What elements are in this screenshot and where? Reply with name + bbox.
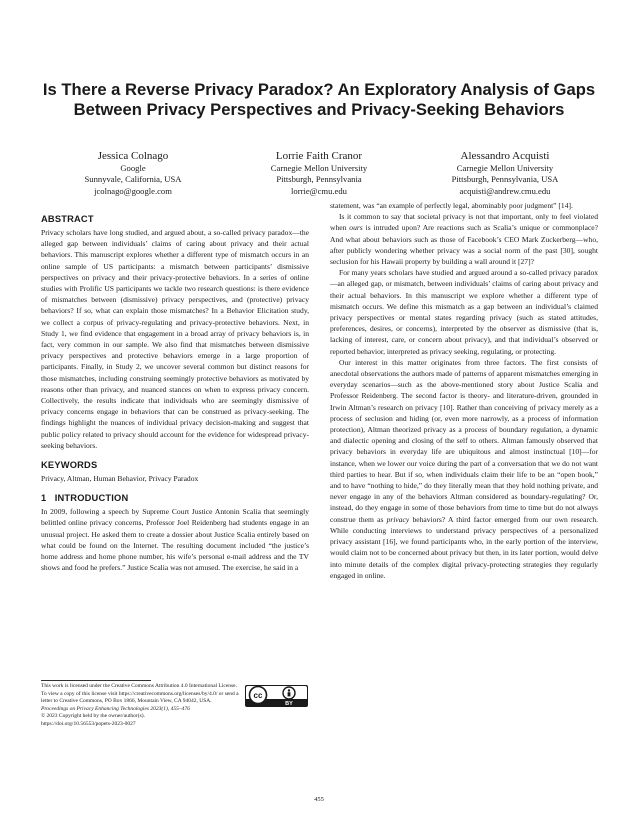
cc-label: cc	[253, 691, 263, 700]
paragraph: Our interest in this matter originates from three factors. The first consists of anecdotal observations the authors made of patterns of apparent mismatches emerging in everyday scenarios—such as the above-mentioned story about Justice Scalia and Professor Reidenberg. The second factor is theory- and literature-driven, grounded in Irwin Altman’s research on privacy [10]. Rather than conceiving of privacy merely as a process of seclusion and hiding (or, even more narrowly, as a process of information protection), Altman theorized privacy as a process of boundary regulation, a dynamic and dialectic opening and closing of the self to others. Altman famously observed that privacy behaviors in everyday life are ubiquitous and almost instinctual [10]—for instance, when we lower our voice during the part of a conversation that we do not want third parties to hear. But if so, when individuals claim their life to be an “open book,” and to have “nothing to hide,” do they literally mean that they hold nothing private, and never engage in any of the behaviors Altman considered as boundary-regulating? Or, instead, do they engage in some of those behaviors from time to time but do not always construe them as privacy behaviors? A third factor emerged from our own research. While conducting interviews to understand privacy perspectives of a personalized privacy assistant [16], we found participants who, in the early portion of the interview, would claim not to be concerned about privacy but then, in its later portion, would delve into minute details of the complex digital privacy-protecting strategies they regularly engaged in online.	[330, 357, 598, 580]
right-column	[330, 200, 598, 581]
author-email: acquisti@andrew.cmu.edu	[459, 185, 551, 196]
author-2	[226, 150, 412, 197]
author-email: jcolnago@google.com	[94, 185, 172, 196]
author-location: Pittsburgh, Pennsylvania, USA	[451, 174, 559, 185]
paragraph: Is it common to say that societal privacy is not that important, only to feel violated when ours is intruded upon? Are reactions such as Scalia’s unique or commonplace? And what about behaviors such as those of Facebook’s CEO Mark Zuckerberg—who, after publicly wondering whether privacy was a social norm of the past [30], sought seclusion for his Hawaii property by building a wall around it [27]?	[330, 212, 598, 267]
keywords-text: Privacy, Altman, Human Behavior, Privacy Paradox	[41, 474, 199, 484]
footnote-rule	[41, 680, 151, 681]
copyright-line: © 2023 Copyright held by the owner/author(s).	[41, 713, 145, 720]
author-name: Alessandro Acquisti	[460, 150, 550, 162]
author-3	[412, 150, 598, 197]
author-affiliation: Carnegie Mellon University	[270, 163, 368, 173]
author-1	[40, 150, 226, 197]
author-email: lorrie@cmu.edu	[291, 185, 347, 196]
license-text: This work is licensed under the Creative Commons Attribution 4.0 International License. To view a copy of this license visit https://creativecommons.org/licenses/by/4.0/ or send a letter to Creative Commons, PO Box 1866, Mountain View, CA 94042, USA.	[41, 683, 239, 705]
by-label: BY	[285, 701, 293, 707]
left-column	[41, 213, 309, 573]
paragraph: statement, was “an example of perfectly legal, abominably poor judgment” [14].	[330, 201, 573, 210]
proceedings-line: Proceedings on Privacy Enhancing Technologies 2023(1), 455–476	[41, 705, 190, 712]
intro-paragraph: In 2009, following a speech by Supreme Court Justice Antonin Scalia that seemingly belittled online privacy concerns, Professor Joel Reidenberg had students engage in an unusual project. He asked them to create a dossier about Justice Scalia entirely based on what could be found on the Internet. The resulting document included “the justice’s home address and home phone number, his wife’s personal e-mail address and the TV shows and food he prefers.” Justice Scalia was not amused. The exercise, he said in a	[41, 507, 309, 573]
author-location: Pittsburgh, Pennsylvania	[276, 174, 362, 185]
paragraph: For many years scholars have studied and argued around a so-called privacy paradox—an alleged gap, or mismatch, between individuals’ claims of caring about privacy and their actual behaviors. In this manuscript we explore whether a different type of mismatch occurs. We define this mismatch as a gap between an individual’s claimed privacy perspectives or mental states regarding privacy (such as stated attitudes, preferences, desires, or concerns), interpreted by the observer as dismissive (that is, lacking of interest, care, or concern about privacy), and that individual’s observed or reported behavior, interpreted as privacy seeking, regulating, or protecting.	[330, 268, 598, 356]
author-name: Jessica Colnago	[97, 150, 169, 162]
paper-title: Is There a Reverse Privacy Paradox? An Exploratory Analysis of Gaps Between Privacy Perspectives and Privacy-Seeking Behaviors	[42, 80, 596, 119]
author-location: Sunnyvale, California, USA	[84, 174, 182, 185]
doi-link[interactable]: https://doi.org/10.56553/popets-2023-0027	[41, 720, 136, 727]
page-number: 455	[314, 796, 324, 803]
abstract-text: Privacy scholars have long studied, and argued about, a so-called privacy paradox—the alleged gap between individuals’ claims of caring about privacy and their actual behaviors. This manuscript explores whether a different type of mismatch occurs in an online sample of US participants: a mismatch between participants’ dismissive perspectives on privacy and their privacy-protective behaviors. In a series of online studies with Prolific US participants we tackle two research questions: is there evidence of mismatches between (dismissive) privacy perspectives, and (protective) privacy behaviors? If so, what can explain those mismatches? In a Behavior Elicitation study, we collect a corpus of privacy-regulating and privacy-protective behaviors. Next, in Study 1, we find evidence that engagement in a broad array of privacy behaviors is, in fact, very common in our sample. We also find that mismatches between dismissive privacy perspectives and protective behaviors emerge in a large proportion of participants. Finally, in Study 2, we uncover several common but distinct reasons for those mismatches, including construing seemingly protective behaviors as motivated by reasons other than privacy, and nuanced stances on when to express privacy concern. Collectively, the results indicate that individuals who are seemingly dismissive of privacy concerns engage in behaviors that can be construed as privacy-seeking. The findings highlight the nuances of individual privacy decision-making and suggest that public policy related to privacy should account for the evidence for widespread privacy-seeking behaviors.	[41, 228, 309, 450]
author-name: Lorrie Faith Cranor	[275, 150, 363, 162]
cc-by-license-icon	[245, 685, 308, 707]
keywords-heading: KEYWORDS	[41, 460, 98, 471]
abstract-heading: ABSTRACT	[41, 214, 94, 224]
author-affiliation: Google	[120, 163, 146, 173]
introduction-heading: 1 INTRODUCTION	[41, 493, 129, 504]
author-affiliation: Carnegie Mellon University	[456, 163, 554, 173]
author-block	[40, 150, 598, 197]
